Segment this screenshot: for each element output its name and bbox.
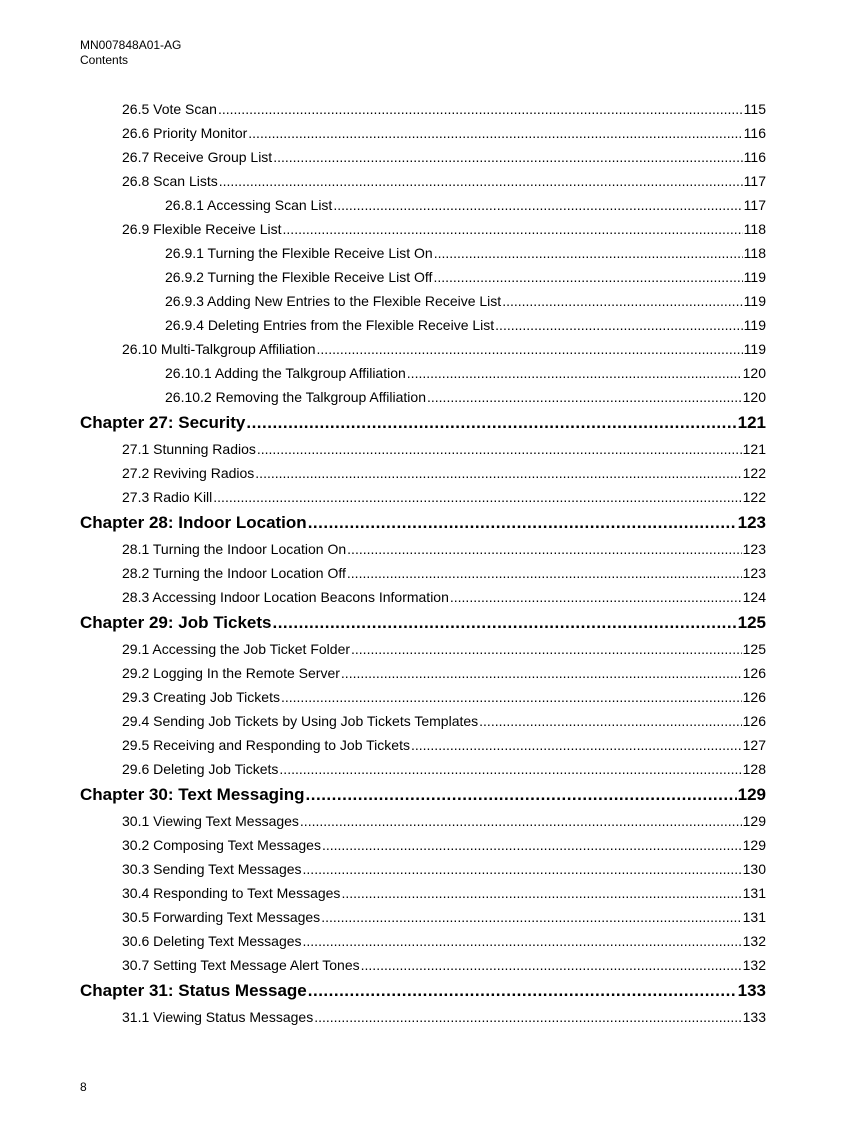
toc-entry-page: 123 xyxy=(742,541,766,557)
toc-entry-title: 28.2 Turning the Indoor Location Off xyxy=(122,565,346,581)
toc-entry[interactable] xyxy=(80,145,766,169)
section-name: Contents xyxy=(80,53,129,67)
dot-leader xyxy=(248,121,742,145)
toc-entry-page: 115 xyxy=(743,101,766,117)
toc-entry-title: 30.5 Forwarding Text Messages xyxy=(122,909,321,925)
toc-entry[interactable] xyxy=(80,121,766,145)
toc-entry[interactable] xyxy=(80,537,766,561)
dot-leader xyxy=(279,757,741,781)
dot-leader xyxy=(300,809,742,833)
toc-entry-page: 120 xyxy=(742,365,766,381)
toc-entry-title: 26.10.2 Removing the Talkgroup Affiliation xyxy=(165,389,426,405)
toc-entry[interactable] xyxy=(80,485,766,509)
toc-entry[interactable] xyxy=(80,337,766,361)
toc-entry-page: 119 xyxy=(743,341,766,357)
toc-entry-title: 26.10 Multi-Talkgroup Affiliation xyxy=(122,341,316,357)
toc-entry-page: 125 xyxy=(737,613,766,632)
toc-entry[interactable] xyxy=(80,265,766,289)
dot-leader xyxy=(255,461,741,485)
toc-entry-page: 126 xyxy=(742,665,766,681)
page-number: 8 xyxy=(80,1080,87,1094)
toc-entry-page: 129 xyxy=(742,813,766,829)
dot-leader xyxy=(321,905,741,929)
toc-entry[interactable] xyxy=(80,661,766,685)
toc-entry[interactable] xyxy=(80,685,766,709)
toc-entry[interactable] xyxy=(80,953,766,977)
dot-leader xyxy=(272,609,736,637)
toc-entry-page: 129 xyxy=(742,837,766,853)
dot-leader xyxy=(314,1005,741,1029)
toc-entry-page: 132 xyxy=(742,957,766,973)
toc-entry-page: 119 xyxy=(743,269,766,285)
dot-leader xyxy=(246,409,736,437)
toc-entry-page: 131 xyxy=(742,885,766,901)
toc-entry[interactable] xyxy=(80,637,766,661)
toc-entry[interactable] xyxy=(80,361,766,385)
toc-entry-page: 122 xyxy=(742,489,766,505)
dot-leader xyxy=(213,485,741,509)
toc-entry[interactable] xyxy=(80,385,766,409)
toc-entry-title: 26.9.3 Adding New Entries to the Flexible Receive List xyxy=(165,293,502,309)
toc-entry-title: 26.8.1 Accessing Scan List xyxy=(165,197,333,213)
toc-entry[interactable] xyxy=(80,437,766,461)
dot-leader xyxy=(306,781,737,809)
toc-entry-page: 124 xyxy=(742,589,766,605)
toc-entry-title: 26.5 Vote Scan xyxy=(122,101,217,117)
toc-entry[interactable] xyxy=(80,585,766,609)
toc-entry-title: 30.3 Sending Text Messages xyxy=(122,861,302,877)
dot-leader xyxy=(351,637,742,661)
toc-entry[interactable] xyxy=(80,561,766,585)
dot-leader xyxy=(281,685,742,709)
dot-leader xyxy=(257,437,742,461)
dot-leader xyxy=(317,337,743,361)
dot-leader xyxy=(283,217,743,241)
toc-entry-page: 122 xyxy=(742,465,766,481)
toc-entry-title: 27.2 Reviving Radios xyxy=(122,465,255,481)
dot-leader xyxy=(361,953,742,977)
toc-entry-page: 133 xyxy=(737,981,766,1000)
toc-entry[interactable] xyxy=(80,289,766,313)
toc-chapter-entry[interactable] xyxy=(80,509,766,537)
toc-entry-title: 31.1 Viewing Status Messages xyxy=(122,1009,314,1025)
toc-entry-page: 133 xyxy=(742,1009,766,1025)
dot-leader xyxy=(479,709,741,733)
toc-entry-page: 132 xyxy=(742,933,766,949)
toc-entry-title: 28.3 Accessing Indoor Location Beacons Information xyxy=(122,589,449,605)
document-id: MN007848A01-AG xyxy=(80,38,182,52)
toc-entry-page: 121 xyxy=(737,413,766,432)
toc-entry-title: 30.1 Viewing Text Messages xyxy=(122,813,299,829)
dot-leader xyxy=(219,169,743,193)
dot-leader xyxy=(322,833,742,857)
toc-chapter-entry[interactable] xyxy=(80,409,766,437)
toc-entry-title: Chapter 27: Security xyxy=(80,413,246,432)
dot-leader xyxy=(308,509,737,537)
toc-entry-title: 29.6 Deleting Job Tickets xyxy=(122,761,279,777)
dot-leader xyxy=(347,561,742,585)
dot-leader xyxy=(218,97,743,121)
page-header xyxy=(80,38,181,68)
dot-leader xyxy=(308,977,737,1005)
toc-entry-title: 27.3 Radio Kill xyxy=(122,489,213,505)
toc-chapter-entry[interactable] xyxy=(80,609,766,637)
toc-entry[interactable] xyxy=(80,809,766,833)
dot-leader xyxy=(303,929,742,953)
dot-leader xyxy=(341,881,741,905)
toc-entry[interactable] xyxy=(80,313,766,337)
toc-entry[interactable] xyxy=(80,169,766,193)
toc-entry-page: 127 xyxy=(742,737,766,753)
toc-entry-title: 30.6 Deleting Text Messages xyxy=(122,933,302,949)
dot-leader xyxy=(502,289,742,313)
dot-leader xyxy=(434,241,743,265)
toc-entry-title: 30.2 Composing Text Messages xyxy=(122,837,321,853)
toc-entry-title: 26.6 Priority Monitor xyxy=(122,125,248,141)
toc-entry[interactable] xyxy=(80,1005,766,1029)
toc-entry[interactable] xyxy=(80,757,766,781)
toc-entry[interactable] xyxy=(80,241,766,265)
toc-entry-page: 131 xyxy=(742,909,766,925)
dot-leader xyxy=(450,585,742,609)
toc-entry-page: 129 xyxy=(737,785,766,804)
toc-entry-title: 29.4 Sending Job Tickets by Using Job Tickets Templates xyxy=(122,713,479,729)
toc-entry-page: 117 xyxy=(743,173,766,189)
toc-entry-page: 116 xyxy=(743,149,766,165)
dot-leader xyxy=(407,361,742,385)
toc-entry[interactable] xyxy=(80,709,766,733)
toc-entry-title: 29.3 Creating Job Tickets xyxy=(122,689,280,705)
toc-entry-title: 26.9.1 Turning the Flexible Receive List On xyxy=(165,245,433,261)
dot-leader xyxy=(347,537,741,561)
toc-entry-title: Chapter 28: Indoor Location xyxy=(80,513,307,532)
toc-entry-page: 125 xyxy=(742,641,766,657)
toc-entry[interactable] xyxy=(80,461,766,485)
toc-entry-page: 123 xyxy=(742,565,766,581)
toc-entry[interactable] xyxy=(80,733,766,757)
toc-entry-page: 118 xyxy=(743,245,766,261)
dot-leader xyxy=(273,145,742,169)
dot-leader xyxy=(333,193,742,217)
toc-entry[interactable] xyxy=(80,905,766,929)
toc-entry-title: 26.8 Scan Lists xyxy=(122,173,218,189)
dot-leader xyxy=(495,313,743,337)
toc-entry-title: 29.5 Receiving and Responding to Job Tickets xyxy=(122,737,410,753)
toc-entry-title: 27.1 Stunning Radios xyxy=(122,441,256,457)
dot-leader xyxy=(303,857,742,881)
toc-entry-page: 118 xyxy=(743,221,766,237)
toc-entry[interactable] xyxy=(80,217,766,241)
toc-entry[interactable] xyxy=(80,929,766,953)
toc-entry-title: 26.9.4 Deleting Entries from the Flexible Receive List xyxy=(165,317,495,333)
toc-entry-title: 29.2 Logging In the Remote Server xyxy=(122,665,340,681)
toc-entry-page: 116 xyxy=(743,125,766,141)
toc-entry-title: 30.7 Setting Text Message Alert Tones xyxy=(122,957,360,973)
toc-entry-page: 119 xyxy=(743,317,766,333)
toc-entry-title: Chapter 29: Job Tickets xyxy=(80,613,272,632)
toc-entry-title: 30.4 Responding to Text Messages xyxy=(122,885,341,901)
toc-entry-page: 130 xyxy=(742,861,766,877)
toc-entry[interactable] xyxy=(80,833,766,857)
toc-entry-page: 120 xyxy=(742,389,766,405)
toc-entry-page: 128 xyxy=(742,761,766,777)
toc-entry-title: 26.10.1 Adding the Talkgroup Affiliation xyxy=(165,365,406,381)
toc-entry-page: 123 xyxy=(737,513,766,532)
toc-entry-title: 28.1 Turning the Indoor Location On xyxy=(122,541,347,557)
toc-entry-page: 126 xyxy=(742,713,766,729)
dot-leader xyxy=(427,385,742,409)
toc-entry[interactable] xyxy=(80,193,766,217)
toc-entry-page: 126 xyxy=(742,689,766,705)
toc-entry-page: 117 xyxy=(743,197,766,213)
toc-chapter-entry[interactable] xyxy=(80,977,766,1005)
toc-entry-page: 121 xyxy=(742,441,766,457)
toc-entry-title: 26.9.2 Turning the Flexible Receive List Off xyxy=(165,269,433,285)
toc-entry-page: 119 xyxy=(743,293,766,309)
toc-entry-title: 29.1 Accessing the Job Ticket Folder xyxy=(122,641,351,657)
toc-chapter-entry[interactable] xyxy=(80,781,766,809)
toc-entry[interactable] xyxy=(80,881,766,905)
dot-leader xyxy=(433,265,742,289)
toc-entry[interactable] xyxy=(80,97,766,121)
toc-entry-title: 26.7 Receive Group List xyxy=(122,149,273,165)
toc-entry-title: Chapter 30: Text Messaging xyxy=(80,785,305,804)
dot-leader xyxy=(341,661,742,685)
toc-entry[interactable] xyxy=(80,857,766,881)
dot-leader xyxy=(411,733,742,757)
toc-entry-title: Chapter 31: Status Message xyxy=(80,981,307,1000)
table-of-contents xyxy=(80,97,766,1029)
toc-entry-title: 26.9 Flexible Receive List xyxy=(122,221,282,237)
